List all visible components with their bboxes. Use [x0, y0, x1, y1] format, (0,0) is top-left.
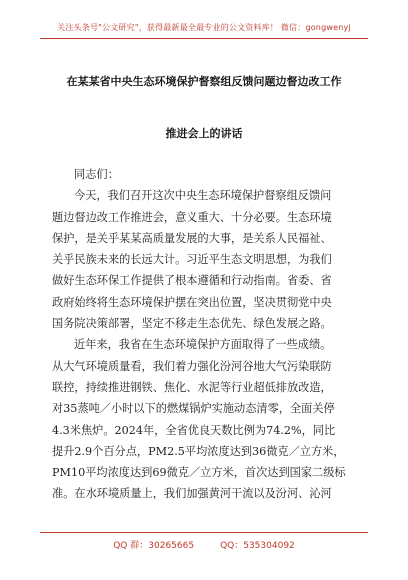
salutation: 同志们：	[74, 168, 119, 181]
body-line: 题边督边改工作推进会，意义重大、十分必要。生态环境	[52, 210, 332, 224]
body-line: 从大气环境质量看，我们着力强化汾河谷地大气污染联防	[52, 359, 332, 373]
body-line: 关乎民族未来的长远大计。习近平生态文明思想，为我们	[52, 253, 332, 267]
body-line: 提升2.9个百分点，PM2.5平均浓度达到36微克／立方米，	[52, 444, 345, 458]
body-line: 4.3米焦炉。2024年，全省优良天数比例为74.2%，同比	[52, 423, 336, 437]
body-line: PM10平均浓度达到69微克／立方米，首次达到国家二级标	[52, 466, 346, 480]
document-title-continued: 推进会上的讲话	[165, 127, 243, 140]
body-line: 政府始终将生态环境保护摆在突出位置，坚决贯彻党中央	[52, 295, 332, 309]
body-line: 今天，我们召开这次中央生态环境保护督察组反馈问	[74, 189, 332, 203]
body-line: 国务院决策部署，坚定不移走生态优先、绿色发展之路。	[52, 317, 332, 331]
page-footer	[0, 538, 408, 551]
body-line: 联控，持续推进钢铁、焦化、水泥等行业超低排放改造，	[52, 380, 332, 394]
footer-divider	[40, 532, 368, 533]
body-line: 准。在水环境质量上，我们加强黄河干流以及汾河、沁河	[52, 487, 332, 501]
header-divider	[40, 38, 368, 39]
footer-qq: QQ：535304092	[220, 541, 295, 551]
document-body	[52, 164, 366, 505]
body-line: 近年来，我省在生态环境保护方面取得了一些成绩。	[74, 338, 332, 352]
document-title: 在某某省中央生态环境保护督察组反馈问题边督边改工作	[66, 75, 342, 88]
body-line: 保护，是关乎某某高质量发展的大事，是关系人民福祉、	[52, 231, 332, 245]
page-header: 关注头条号"公文研究"，获得最新最全最专业的公文资料库！ 微信：gongwenyj	[57, 23, 351, 32]
body-line: 对35蒸吨／小时以下的燃煤锅炉实施动态清零，全面关停	[52, 402, 335, 416]
footer-qq-group: QQ 群：30265665	[113, 541, 195, 551]
body-line: 做好生态环保工作提供了根本遵循和行动指南。省委、省	[52, 274, 332, 288]
